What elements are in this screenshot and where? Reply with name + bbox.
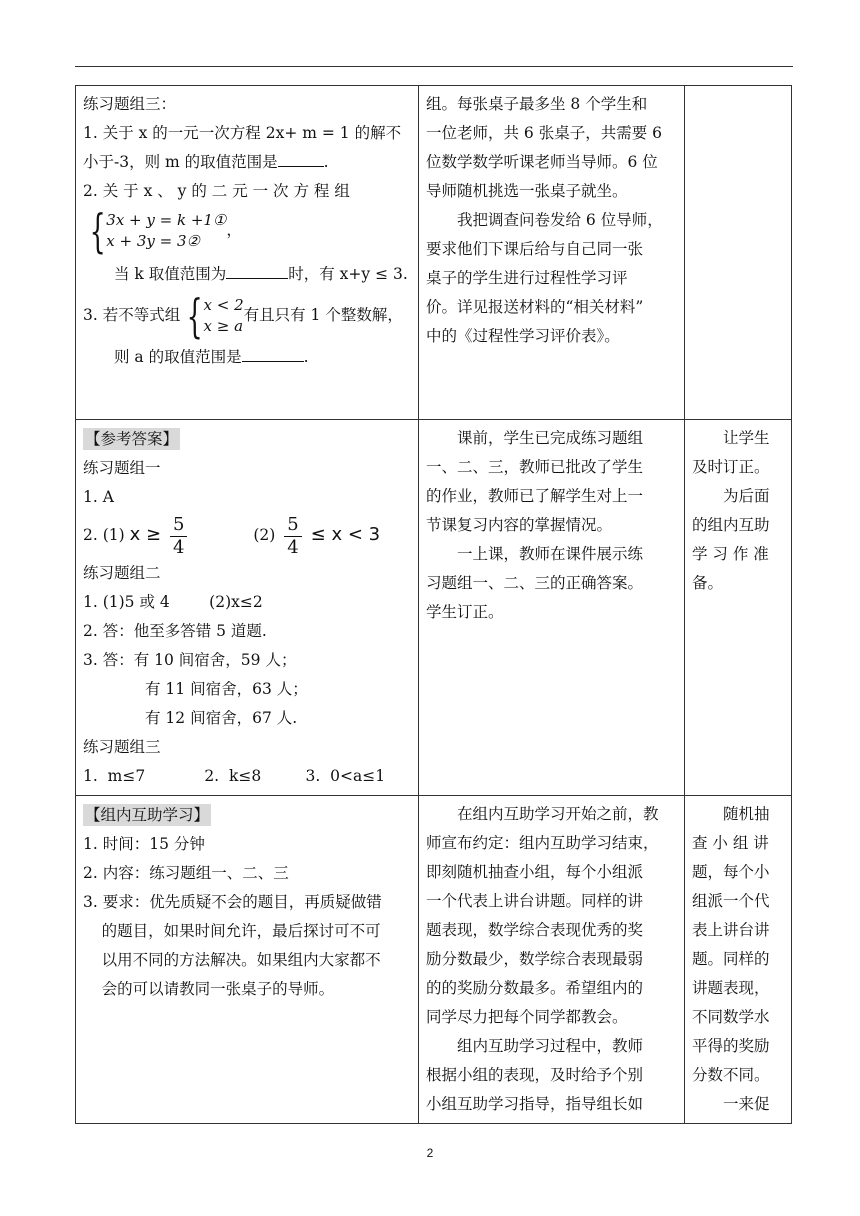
text-line: 的作业，教师已了解学生对上一	[426, 487, 644, 505]
answer-line: 3. 答：有 10 间宿舍，59 人；	[83, 650, 297, 669]
table-row	[76, 420, 792, 796]
text-line: 及时订正。	[692, 458, 770, 476]
text-line: 节课复习内容的掌握情况。	[426, 516, 613, 534]
answer-fraction-line: 2. (1) x ≥ $\frac{5}{4}$ (2) $\frac{5}{4}$ ≤ x < 3	[83, 513, 381, 558]
teacher-activity-cell	[419, 420, 685, 796]
equation-1: 3x + y = k +1①	[106, 211, 227, 229]
text-line: 平得的奖励	[692, 1036, 770, 1055]
table-row	[76, 795, 792, 1123]
text-line: 我把调查问卷发给 6 位导师，	[457, 211, 663, 229]
design-intent-cell	[685, 420, 792, 796]
text-line: 根据小组的表现，及时给予个别	[426, 1065, 644, 1084]
left-brace: {	[89, 204, 106, 258]
text-line: 学 习 作 准	[692, 545, 769, 563]
fraction: $\frac{5}{4}$	[170, 514, 187, 559]
lesson-table	[75, 85, 792, 1124]
text-line: 题，每个小	[692, 862, 770, 881]
text-line: 学生订正。	[426, 603, 504, 621]
text-line: 导师随机挑选一张桌子就坐。	[426, 182, 628, 200]
text-line: 随机抽	[723, 804, 770, 823]
text-line: 在组内互助学习开始之前，教	[457, 804, 659, 823]
text-line: 小组互助学习指导，指导组长如	[426, 1094, 644, 1113]
text-line: 习题组一、二、三的正确答案。	[426, 574, 644, 592]
inequality-2: x ≥ a	[203, 317, 244, 335]
question-2: 2. 关 于 x 、 y 的 二 元 一 次 方 程 组	[83, 182, 350, 200]
text-line: 的题目，如果时间允许，最后探讨可不可	[101, 921, 381, 940]
text-line: 1. 时间：15 分钟	[83, 834, 205, 853]
teacher-activity-cell	[419, 795, 685, 1123]
inequality-1: x < 2	[203, 296, 244, 314]
answer-line: 1. (1)5 或 4 (2)x≤2	[83, 592, 263, 611]
text-line: 同学尽力把每个同学都教会。	[426, 1007, 628, 1026]
text-line: 课前，学生已完成练习题组	[457, 429, 644, 447]
text-line: 励分数最少，数学综合表现最弱	[426, 949, 644, 968]
text-line: 为后面	[723, 487, 770, 505]
text-line: 组。每张桌子最多坐 8 个学生和	[426, 95, 648, 113]
group-heading: 练习题组三	[83, 737, 161, 756]
text-line: 的的奖励分数最多。希望组内的	[426, 978, 644, 997]
text-line: 不同数学水	[692, 1007, 770, 1026]
answer-line: 有 11 间宿舍，63 人；	[145, 679, 308, 698]
design-intent-cell	[685, 795, 792, 1123]
exercise-title: 练习题组三：	[83, 95, 177, 113]
question-1-line-a: 1. 关于 x 的一元一次方程 2x+ m = 1 的解不	[83, 124, 402, 142]
text-line: 一来促	[723, 1094, 770, 1113]
text-line: 2. 内容：练习题组一、二、三	[83, 863, 289, 882]
text-line: 桌子的学生进行过程性学习评	[426, 269, 628, 287]
question-3: 3. 若不等式组 { x < 2 x ≥ a 有且只有 1 个整数解，	[83, 289, 403, 343]
text-line: 题表现，数学综合表现优秀的奖	[426, 920, 644, 939]
section-tag: 【组内互助学习】	[85, 805, 210, 824]
text-line: 组派一个代	[692, 891, 770, 910]
text-line: 即刻随机抽查小组，每个小组派	[426, 862, 644, 881]
text-line: 会的可以请教同一张桌子的导师。	[101, 979, 335, 998]
answer-blank	[242, 343, 304, 362]
text-line: 以用不同的方法解决。如果组内大家都不	[101, 950, 381, 969]
text-line: 讲题表现，	[692, 978, 770, 997]
text-line: 价。详见报送材料的“相关材料”	[426, 298, 644, 316]
header-rule	[75, 66, 793, 67]
question-3-line-b: 则 a 的取值范围是 .	[83, 343, 411, 372]
page-number: 2	[426, 1146, 434, 1160]
group-study-cell	[76, 795, 419, 1123]
answer-line: 2. 答：他至多答错 5 道题.	[83, 621, 267, 640]
answer-blank	[226, 260, 288, 279]
group-heading: 练习题组一	[83, 459, 161, 477]
text-line: 表上讲台讲	[692, 920, 770, 939]
text-line: 题。同样的	[692, 949, 770, 968]
answer-line: 1. A	[83, 488, 114, 506]
equation-system: { 3x + y = k +1① x + 3y = 3② ，	[89, 204, 242, 258]
design-intent-cell	[685, 86, 792, 420]
text-line: 位数学数学听课老师当导师。6 位	[426, 153, 658, 171]
text-line: 分数不同。	[692, 1065, 770, 1084]
text-line: 的组内互助	[692, 516, 770, 534]
text-line: 让学生	[723, 429, 770, 447]
group-heading: 练习题组二	[83, 563, 161, 582]
question-2-condition: 当 k 取值范围为 时，有 x+y ≤ 3.	[83, 260, 411, 289]
text-line: 3. 要求：优先质疑不会的题目，再质疑做错	[83, 892, 382, 911]
answer-line: 有 12 间宿舍，67 人.	[145, 708, 298, 727]
answer-line: 1. m≤7 2. k≤8 3. 0<a≤1	[83, 766, 386, 785]
text-line: 师宣布约定：组内互助学习结束，	[426, 833, 659, 852]
text-line: 一、二、三，教师已批改了学生	[426, 458, 644, 476]
text-line: 一位老师，共 6 张桌子，共需要 6	[426, 124, 663, 142]
question-1-line-b: 小于-3，则 m 的取值范围是 .	[83, 148, 411, 177]
text-line: 组内互助学习过程中，教师	[457, 1036, 644, 1055]
answers-cell	[76, 420, 419, 796]
text-line: 中的《过程性学习评价表》。	[426, 327, 620, 345]
teacher-activity-cell	[419, 86, 685, 420]
text-line: 要求他们下课后给与自己同一张	[426, 240, 644, 258]
text-line: 一上课，教师在课件展示练	[457, 545, 644, 563]
answer-blank	[278, 148, 324, 167]
section-tag: 【参考答案】	[85, 430, 179, 448]
exercise-cell	[76, 86, 419, 420]
text-line: 一个代表上讲台讲题。同样的讲	[426, 891, 644, 910]
equation-2: x + 3y = 3②	[106, 232, 200, 250]
left-brace: {	[186, 289, 203, 343]
text-line: 备。	[692, 574, 724, 592]
fraction: $\frac{5}{4}$	[284, 514, 301, 559]
text-line: 查 小 组 讲	[692, 833, 769, 852]
table-row	[76, 86, 792, 420]
